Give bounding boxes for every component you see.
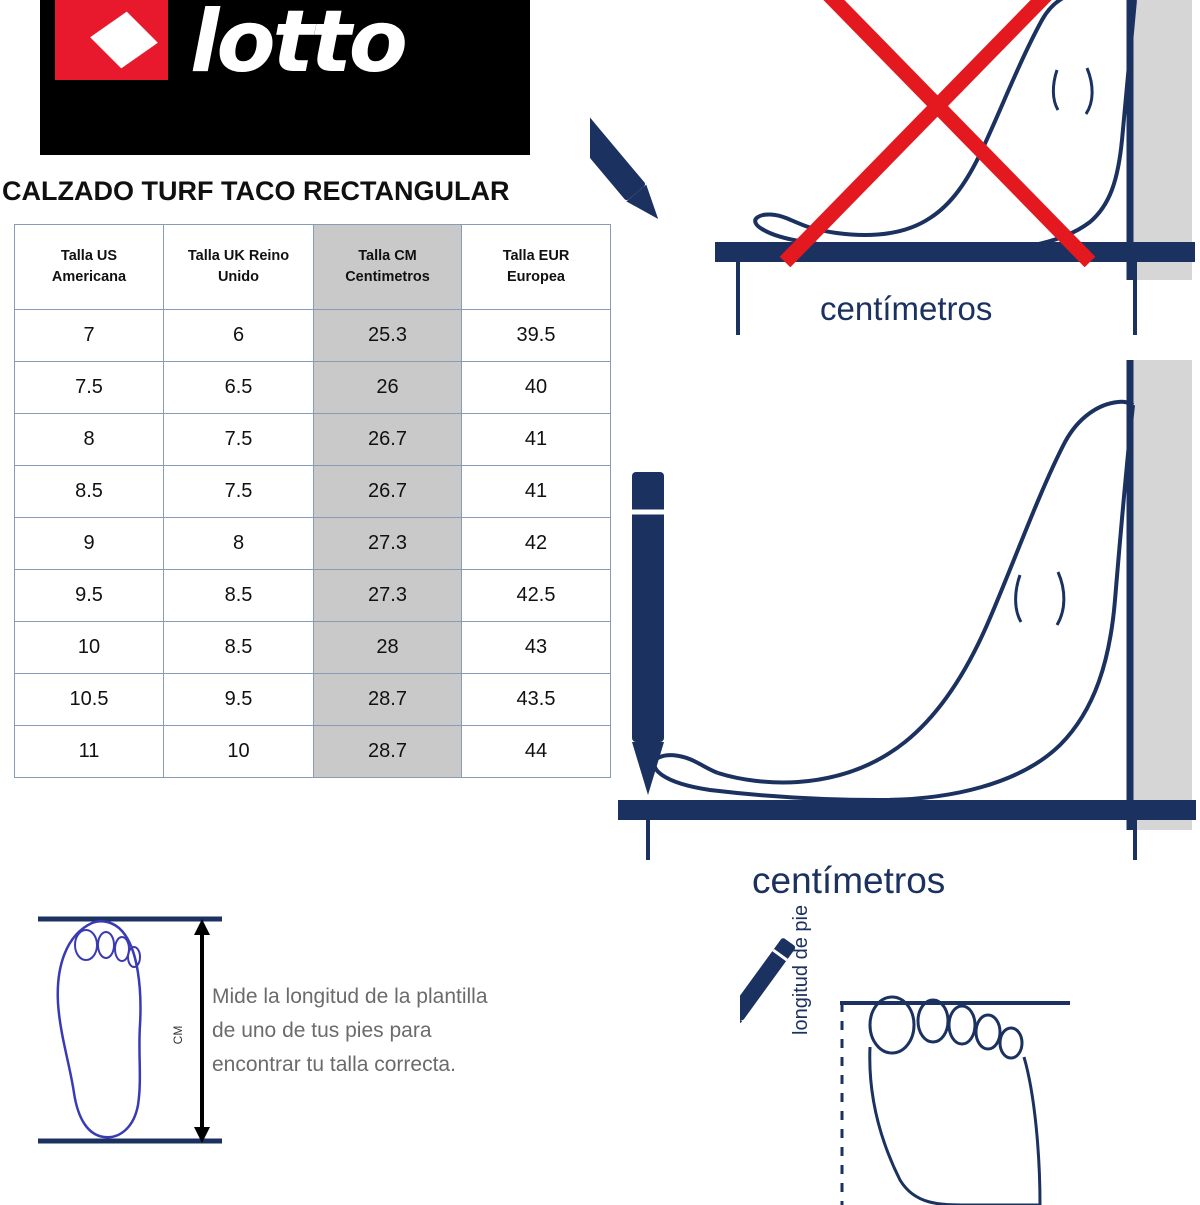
insole-toe-2 [98, 932, 114, 958]
cell-uk: 9.5 [164, 674, 314, 726]
cell-uk: 6.5 [164, 362, 314, 414]
logo-diamond-shape [90, 12, 158, 69]
table-row [15, 362, 611, 414]
column-header-uk [164, 225, 314, 310]
cell-us: 10.5 [15, 674, 164, 726]
size-chart-table [14, 224, 611, 778]
cell-cm: 25.3 [314, 310, 462, 362]
lotto-diamond-logo-icon [55, 0, 168, 80]
foot-outline-top [718, 402, 1133, 783]
cell-cm: 26 [314, 362, 462, 414]
floor-bar [618, 800, 1196, 820]
cell-uk: 8.5 [164, 622, 314, 674]
column-header-us-line1: Talla US [60, 247, 118, 264]
wall-surface [1130, 360, 1192, 830]
table-header-row [15, 225, 611, 310]
pencil-body [590, 62, 646, 201]
cell-us: 7.5 [15, 362, 164, 414]
column-header-eur [462, 225, 611, 310]
table-row [15, 570, 611, 622]
cell-eur: 41 [462, 466, 611, 518]
cell-us: 8 [15, 414, 164, 466]
cell-cm: 28.7 [314, 726, 462, 778]
wall-surface [1130, 0, 1192, 280]
foot-outline [755, 0, 1135, 252]
foot-measure-correct-diagram [590, 360, 1200, 860]
measure-instructions-line2: de uno de tus pies para [212, 1019, 432, 1043]
toe-4 [976, 1015, 1000, 1049]
cell-cm: 27.3 [314, 518, 462, 570]
table-row [15, 466, 611, 518]
table-row [15, 674, 611, 726]
cell-us: 9.5 [15, 570, 164, 622]
toe-3 [949, 1006, 975, 1044]
insole-measure-diagram [30, 905, 230, 1155]
column-header-uk-line1: Talla UK Reino [187, 247, 290, 264]
dimension-label-cm: CM [171, 1025, 185, 1045]
table-row [15, 518, 611, 570]
measure-instructions-line3: encontrar tu talla correcta. [212, 1053, 456, 1077]
insole-toe-1 [75, 930, 97, 960]
foot-body-outline [870, 1047, 1040, 1205]
cell-uk: 10 [164, 726, 314, 778]
pencil-body [740, 937, 796, 1021]
cell-cm: 28 [314, 622, 462, 674]
column-header-cm-line1: Talla CM [358, 247, 417, 264]
cell-uk: 8.5 [164, 570, 314, 622]
cell-us: 7 [15, 310, 164, 362]
cell-eur: 42 [462, 518, 611, 570]
cell-eur: 42.5 [462, 570, 611, 622]
cell-us: 10 [15, 622, 164, 674]
ankle-detail-2 [1086, 68, 1092, 114]
cell-uk: 7.5 [164, 466, 314, 518]
cell-cm: 26.7 [314, 414, 462, 466]
page-title: CALZADO TURF TACO RECTANGULAR [2, 176, 510, 206]
column-header-eur-line2: Europea [506, 269, 565, 285]
cell-eur: 40 [462, 362, 611, 414]
cell-eur: 41 [462, 414, 611, 466]
cell-uk: 8 [164, 518, 314, 570]
column-header-eur-line1: Talla EUR [502, 247, 570, 264]
measure-instructions-line1: Mide la longitud de la plantilla [212, 985, 488, 1008]
pencil-icon [632, 472, 664, 795]
table-row [15, 414, 611, 466]
column-header-cm [314, 225, 462, 310]
cell-us: 8.5 [15, 466, 164, 518]
ankle-detail [1053, 70, 1058, 110]
cell-uk: 6 [164, 310, 314, 362]
insole-toe-3 [115, 937, 129, 961]
table-row [15, 310, 611, 362]
cell-eur: 39.5 [462, 310, 611, 362]
column-header-uk-line2: Unido [217, 269, 260, 285]
foot-outline [654, 405, 1133, 800]
cell-us: 11 [15, 726, 164, 778]
cell-eur: 43.5 [462, 674, 611, 726]
column-header-us [15, 225, 164, 310]
cell-eur: 43 [462, 622, 611, 674]
column-header-us-line2: Americana [51, 269, 127, 285]
measure-instructions [212, 980, 612, 1082]
cell-uk: 7.5 [164, 414, 314, 466]
toe-big [870, 997, 914, 1053]
toe-2 [918, 1000, 948, 1042]
brand-logo-block [40, 0, 530, 155]
cell-eur: 44 [462, 726, 611, 778]
table-row [15, 726, 611, 778]
table-row [15, 622, 611, 674]
cell-cm: 28.7 [314, 674, 462, 726]
brand-wordmark: lotto [190, 0, 405, 92]
pencil-tip [632, 742, 664, 795]
foot-length-label: longitud de pie [790, 904, 812, 1035]
cell-us: 9 [15, 518, 164, 570]
ankle-detail [1016, 575, 1021, 622]
caption-centimetros-correct: centímetros [752, 860, 946, 901]
column-header-cm-line2: Centimetros [345, 269, 430, 285]
cell-cm: 26.7 [314, 466, 462, 518]
size-chart-table-wrapper [14, 224, 570, 778]
toe-5 [1000, 1028, 1022, 1058]
cell-cm: 27.3 [314, 570, 462, 622]
caption-centimetros-wrong: centímetros [820, 290, 993, 327]
ankle-detail-2 [1057, 572, 1064, 625]
pencil-icon [740, 937, 796, 1041]
pencil-icon [590, 62, 668, 227]
